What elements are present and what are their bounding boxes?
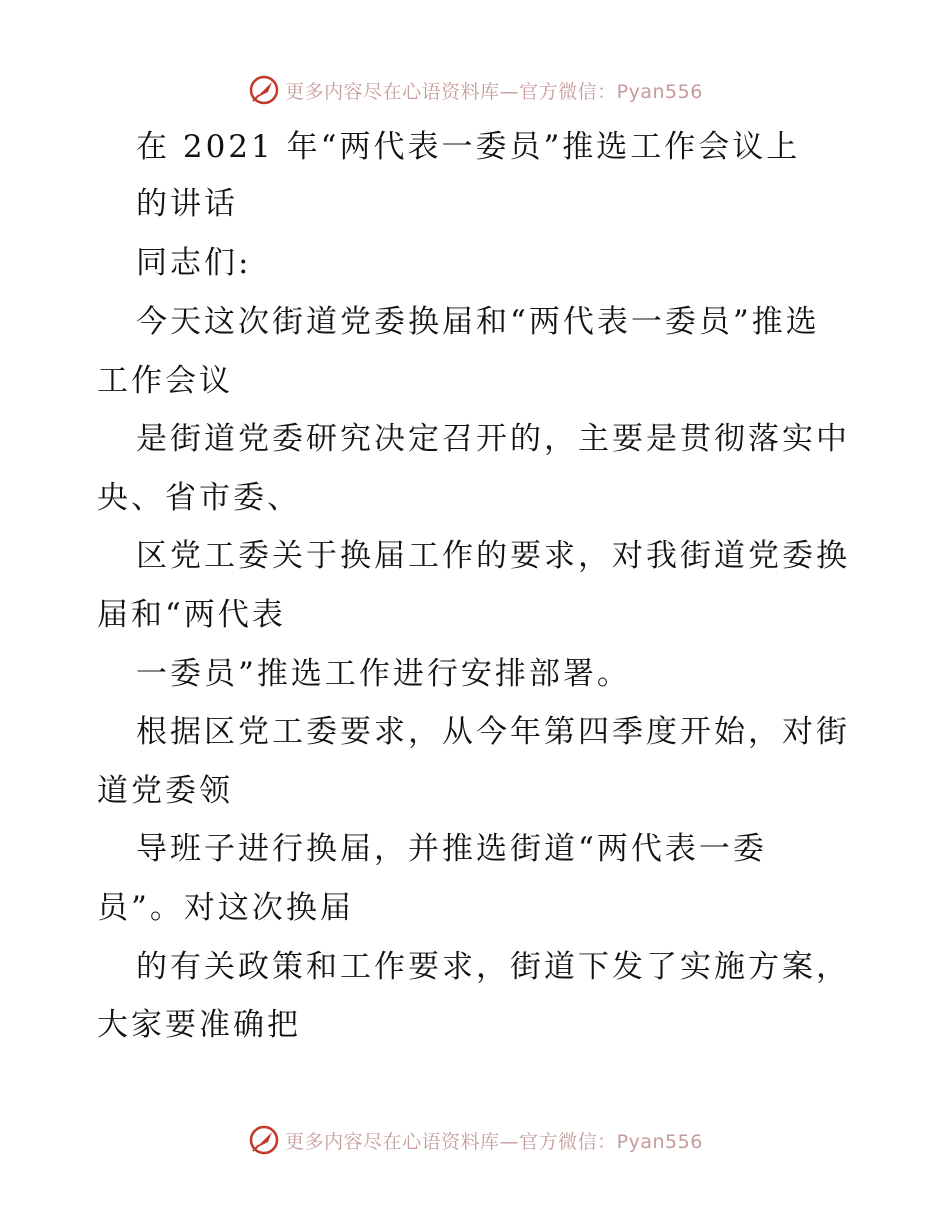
doc-title-line-2: 的讲话 xyxy=(136,186,238,222)
quill-logo-icon xyxy=(247,73,281,107)
paragraph-line: 区党工委关于换届工作的要求，对我街道党委换 xyxy=(136,538,850,574)
salutation: 同志们: xyxy=(136,245,252,281)
paragraph-line: 是街道党委研究决定召开的，主要是贯彻落实中 xyxy=(136,421,850,457)
paragraph-line: 员”。对这次换届 xyxy=(97,890,354,926)
quill-logo-icon xyxy=(247,1123,281,1157)
footer-watermark xyxy=(0,1122,950,1158)
paragraph-line: 根据区党工委要求，从今年第四季度开始，对街 xyxy=(136,714,850,750)
watermark-text: 更多内容尽在心语资料库—官方微信：Pyan556 xyxy=(285,1130,703,1153)
paragraph-line: 一委员”推选工作进行安排部署。 xyxy=(136,656,631,692)
paragraph-line: 工作会议 xyxy=(97,363,233,399)
paragraph-line: 大家要准确把 xyxy=(97,1007,301,1043)
header-watermark xyxy=(0,72,950,108)
watermark-text: 更多内容尽在心语资料库—官方微信：Pyan556 xyxy=(285,80,703,103)
paragraph-line: 今天这次街道党委换届和“两代表一委员”推选 xyxy=(136,304,820,340)
doc-title-line-1: 在 2021 年“两代表一委员”推选工作会议上 xyxy=(136,129,801,165)
paragraph-line: 届和“两代表 xyxy=(97,597,286,633)
paragraph-line: 央、省市委、 xyxy=(97,480,301,516)
paragraph-line: 道党委领 xyxy=(97,773,233,809)
paragraph-line: 的有关政策和工作要求，街道下发了实施方案， xyxy=(136,949,850,985)
paragraph-line: 导班子进行换届，并推选街道“两代表一委 xyxy=(136,831,767,867)
